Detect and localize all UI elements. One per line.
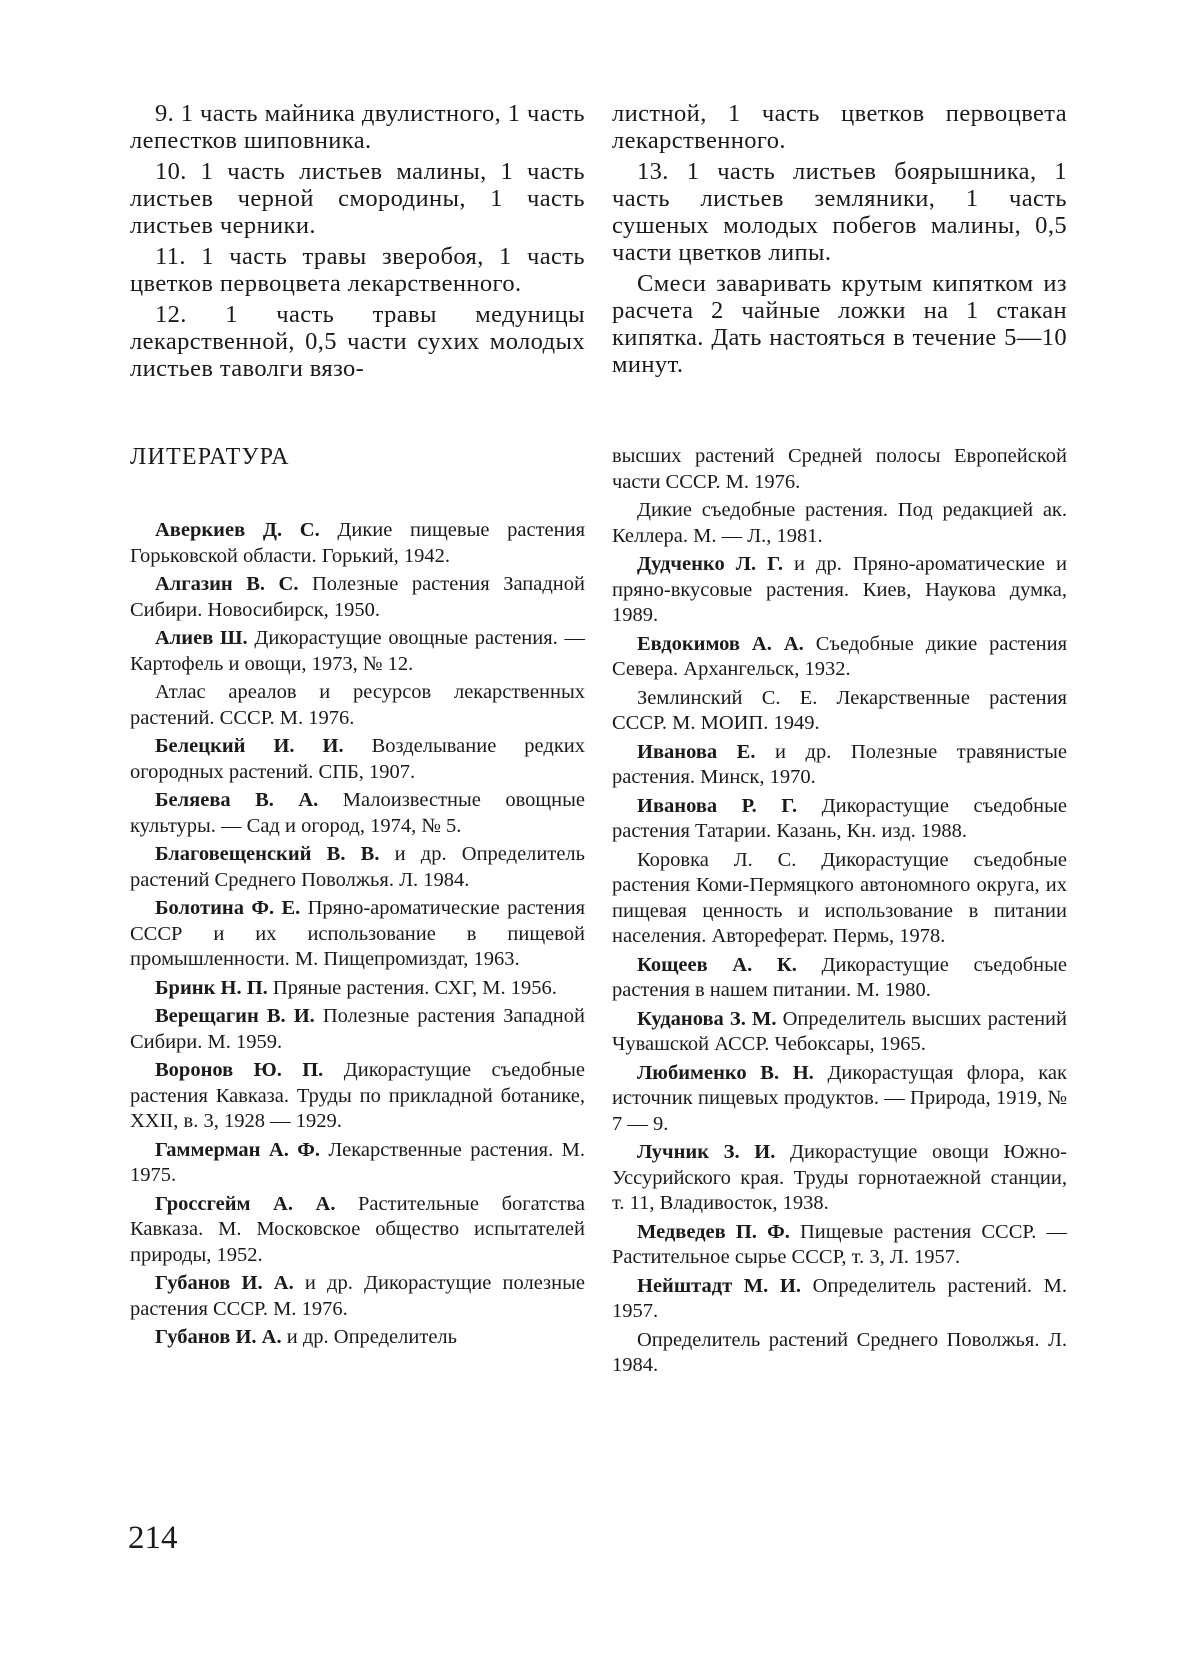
reference-author: Лучник З. И. <box>637 1141 776 1163</box>
literature-left-column <box>130 518 585 1354</box>
reference-text: Определитель высших растений Чувашской АССР. Чебоксары, 1965. <box>612 1007 1067 1055</box>
reference-entry <box>130 518 585 569</box>
reference-entry <box>130 1192 585 1269</box>
reference-author: Медведев П. Ф. <box>637 1220 790 1243</box>
reference-author: Любименко В. Н. <box>637 1061 814 1084</box>
reference-entry <box>612 1007 1067 1058</box>
reference-text: Атлас ареалов и ресурсов лекарственных растений. СССР. М. 1976. <box>130 681 585 729</box>
reference-entry <box>612 740 1067 791</box>
reference-text: Растительные богатства Кавказа. М. Московское общество испытателей природы, 1952. <box>130 1192 585 1266</box>
reference-text: Дикорастущие овощные растения. — Картофель и овощи, 1973, № 12. <box>130 627 585 675</box>
reference-author: Иванова Р. Г. <box>637 794 798 817</box>
literature-heading: ЛИТЕРАТУРА <box>130 444 290 470</box>
reference-entry <box>130 1058 585 1135</box>
recipe-12-continuation: листной, 1 часть цветков первоцвета лекарственного. <box>612 100 1067 154</box>
reference-author: Кощеев А. К. <box>637 953 797 976</box>
reference-author: Болотина Ф. Е. <box>155 897 301 919</box>
reference-text: Полезные растения Западной Сибири. Новосибирск, 1950. <box>130 573 585 621</box>
reference-text: Коровка Л. С. Дикорастущие съедобные растения Коми-Пермяцкого автономного округа, их пищевая ценность и использование в питании населения. Автореферат. Пермь, 1978. <box>612 848 1067 947</box>
reference-text: Пряные растения. СХГ, М. 1956. <box>272 976 557 999</box>
reference-entry <box>612 848 1067 950</box>
recipe-11: 11. 1 часть травы зверобоя, 1 часть цветков первоцвета лекарственного. <box>130 243 585 297</box>
recipes-right-column <box>612 100 1067 382</box>
reference-text: Землинский С. Е. Лекарственные растения СССР. М. МОИП. 1949. <box>612 686 1067 734</box>
reference-author: Иванова Е. <box>637 740 756 763</box>
reference-author: Евдокимов А. А. <box>637 632 804 655</box>
reference-entry <box>612 1220 1067 1271</box>
reference-text: Пряно-ароматические растения СССР и их использование в пищевой промышленности. М. Пищепромиздат, 1963. <box>130 897 585 970</box>
reference-entry <box>612 632 1067 683</box>
reference-author: Воронов Ю. П. <box>155 1059 324 1081</box>
reference-entry <box>612 686 1067 737</box>
reference-text: Малоизвестные овощные культуры. — Сад и огород, 1974, № 5. <box>130 789 585 837</box>
literature-right-column <box>612 444 1067 1382</box>
reference-text: Дикорастущая флора, как источник пищевых продуктов. — Природа, 1919, № 7 — 9. <box>612 1061 1067 1135</box>
reference-text: и др. Пряно-ароматические и пряно-вкусовые растения. Киев, Наукова думка, 1989. <box>612 553 1067 626</box>
reference-author: Алгазин В. С. <box>155 573 299 595</box>
reference-text: Определитель растений. М. 1957. <box>612 1274 1068 1322</box>
reference-author: Гроссгейм А. А. <box>155 1192 336 1215</box>
reference-author: Алиев Ш. <box>155 627 248 649</box>
recipe-12: 12. 1 часть травы медуницы лекарственной, 0,5 части сухих молодых листьев таволги вязо- <box>130 301 585 382</box>
reference-entry <box>130 734 585 785</box>
reference-entry <box>130 1138 585 1189</box>
reference-text: и др. Дикорастущие полезные растения СССР. М. 1976. <box>130 1272 585 1320</box>
reference-entry <box>130 842 585 893</box>
reference-author: Бринк Н. П. <box>155 976 268 999</box>
reference-author: Аверкиев Д. С. <box>155 519 320 541</box>
reference-entry <box>612 794 1067 845</box>
reference-entry <box>130 896 585 973</box>
reference-entry <box>612 552 1067 629</box>
reference-entry <box>130 976 585 1002</box>
reference-text: Дикие съедобные растения. Под редакцией ак. Келлера. М. — Л., 1981. <box>612 499 1067 547</box>
reference-text: Определитель растений Среднего Поволжья. Л. 1984. <box>612 1328 1067 1376</box>
reference-author: Гаммерман А. Ф. <box>155 1138 320 1161</box>
brewing-instructions: Смеси заваривать крутым кипятком из расчета 2 чайные ложки на 1 стакан кипятка. Дать настояться в течение 5—10 минут. <box>612 270 1067 378</box>
recipes-left-column <box>130 100 585 386</box>
reference-text: Пищевые растения СССР. — Растительное сырье СССР, т. 3, Л. 1957. <box>612 1220 1068 1268</box>
reference-author: Нейштадт М. И. <box>637 1274 801 1297</box>
reference-author: Благовещенский В. В. <box>155 843 380 865</box>
reference-entry <box>130 626 585 677</box>
reference-text: Лекарственные растения. М. 1975. <box>130 1138 586 1186</box>
reference-entry <box>130 788 585 839</box>
reference-text: Возделывание редких огородных растений. СПБ, 1907. <box>130 735 585 783</box>
reference-text: Дикорастущие овощи Южно-Уссурийского края. Труды горнотаежной станции, т. 11, Владивосток, 1938. <box>612 1141 1067 1214</box>
reference-text: Дикорастущие съедобные растения Татарии. Казань, Кн. изд. 1988. <box>612 794 1067 842</box>
reference-text: Дикорастущие съедобные растения Кавказа. Труды по прикладной ботанике, XXII, в. 3, 1928 — 1929. <box>130 1059 585 1132</box>
reference-author: Губанов И. А. <box>155 1272 294 1294</box>
reference-author: Беляева В. А. <box>155 789 319 811</box>
reference-text: Полезные растения Западной Сибири. М. 1959. <box>130 1005 585 1053</box>
page-number: 214 <box>128 1520 178 1556</box>
reference-entry <box>130 1325 585 1351</box>
recipe-10: 10. 1 часть листьев малины, 1 часть листьев черной смородины, 1 часть листьев черники. <box>130 158 585 239</box>
reference-author: Куданова З. М. <box>637 1007 777 1030</box>
reference-entry <box>130 1271 585 1322</box>
recipe-9: 9. 1 часть майника двулистного, 1 часть лепестков шиповника. <box>130 100 585 154</box>
reference-text: и др. Определитель растений Среднего Поволжья. Л. 1984. <box>130 843 585 891</box>
reference-entry <box>612 1274 1067 1325</box>
reference-entry <box>130 572 585 623</box>
reference-entry <box>130 680 585 731</box>
recipe-13: 13. 1 часть листьев боярышника, 1 часть листьев земляники, 1 часть сушеных молодых побегов малины, 0,5 части цветков липы. <box>612 158 1067 266</box>
reference-entry <box>612 498 1067 549</box>
reference-entry <box>612 1061 1067 1138</box>
reference-text: Съедобные дикие растения Севера. Архангельск, 1932. <box>612 632 1068 680</box>
reference-text: Дикие пищевые растения Горьковской области. Горький, 1942. <box>130 519 585 567</box>
reference-author: Верещагин В. И. <box>155 1005 315 1027</box>
reference-continuation: высших растений Средней полосы Европейской части СССР. М. 1976. <box>612 445 1067 493</box>
reference-entry <box>612 1328 1067 1379</box>
reference-entry <box>612 1140 1067 1217</box>
reference-author: Белецкий И. И. <box>155 735 344 757</box>
reference-text: и др. Определитель <box>286 1326 457 1348</box>
reference-text: и др. Полезные травянистые растения. Минск, 1970. <box>612 740 1068 788</box>
reference-text: Дикорастущие съедобные растения в нашем питании. М. 1980. <box>612 953 1067 1001</box>
reference-author: Губанов И. А. <box>155 1326 282 1348</box>
reference-author: Дудченко Л. Г. <box>637 553 784 575</box>
reference-entry <box>612 953 1067 1004</box>
reference-entry <box>130 1004 585 1055</box>
